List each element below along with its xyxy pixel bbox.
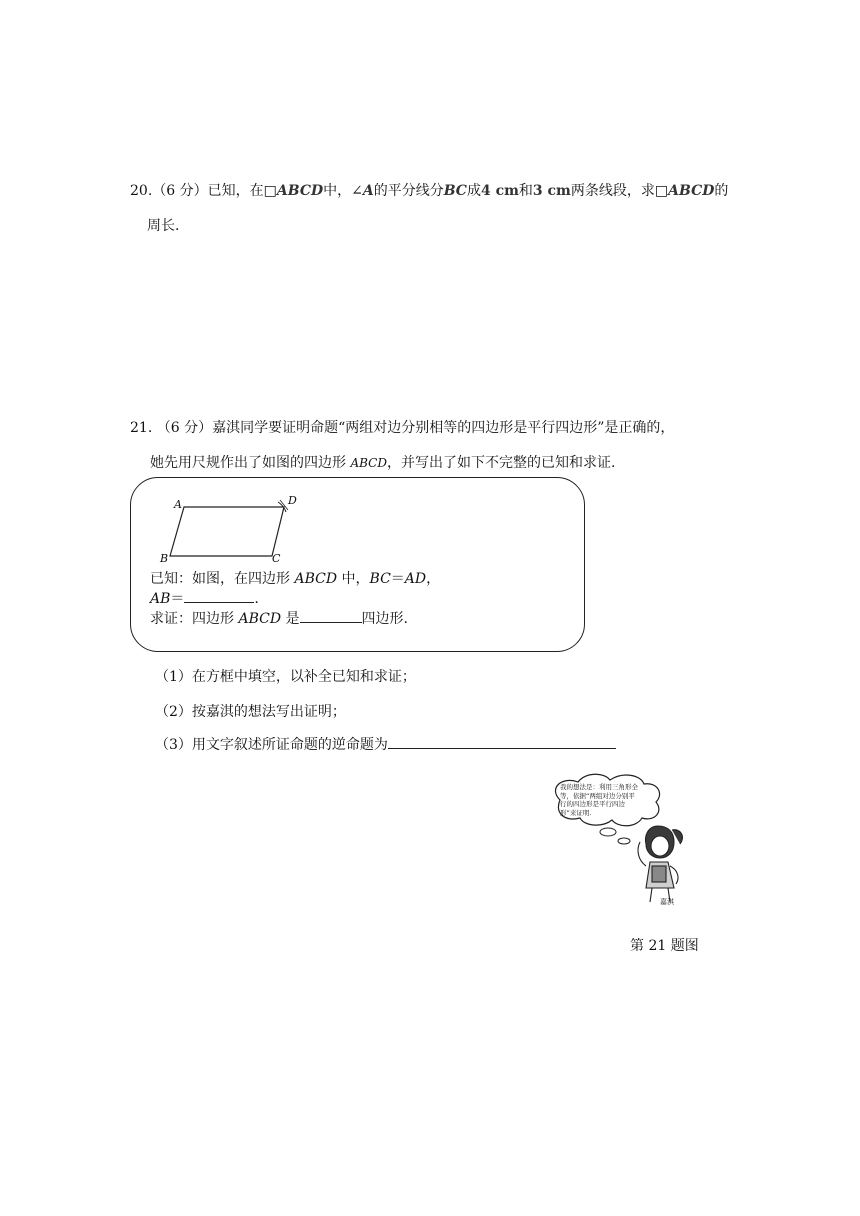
known-line bbox=[150, 568, 440, 588]
known-text: 已知：如图，在四边形 bbox=[150, 571, 295, 587]
prove-text: 四边形. bbox=[361, 611, 408, 627]
q20-text: 中， bbox=[323, 183, 352, 199]
sub-question-3 bbox=[155, 734, 616, 754]
known-abcd: ABCD bbox=[294, 571, 338, 587]
q20-line1 bbox=[130, 180, 728, 200]
vertex-a-label: A bbox=[174, 498, 182, 511]
known-bc: BC bbox=[369, 571, 391, 587]
ab-line bbox=[150, 588, 259, 608]
q20-abcd: ABCD bbox=[276, 183, 324, 199]
q21-line1 bbox=[130, 417, 674, 437]
q21-text: 她先用尺规作出了如图的四边形 bbox=[150, 455, 351, 471]
q21-number: 21. bbox=[130, 420, 153, 436]
known-ad: AD bbox=[404, 571, 427, 587]
sub-question-3-text: （3）用文字叙述所证命题的逆命题为 bbox=[155, 737, 388, 753]
q20-abcd: ABCD bbox=[668, 183, 715, 199]
sub-question-2: （2）按嘉淇的想法写出证明； bbox=[155, 704, 346, 720]
ab-blank[interactable] bbox=[184, 590, 254, 603]
sub-question-1: （1）在方框中填空，以补全已知和求证； bbox=[155, 669, 416, 685]
q21-text: ，并写出了如下不完整的已知和求证. bbox=[386, 455, 616, 471]
q21-abcd: ABCD bbox=[350, 456, 387, 470]
q20-length-2: 3 cm bbox=[532, 183, 571, 199]
known-equals: ＝ bbox=[390, 571, 405, 587]
vertex-d-label: D bbox=[288, 494, 297, 507]
q20-score: （6 分） bbox=[152, 183, 208, 199]
q20-text: 两条线段，求 bbox=[570, 183, 655, 199]
parallelogram-symbol: □ bbox=[263, 183, 277, 199]
q20-text: 的平分线分 bbox=[373, 183, 444, 199]
parallelogram-symbol: □ bbox=[654, 183, 669, 199]
q20-vertex-a: A bbox=[362, 183, 374, 199]
prove-blank[interactable] bbox=[300, 610, 362, 623]
thought-bubble-text: 我的想法是：利用三角形全等，依据“两组对边分别平行的四边形是平行四边形”来证明. bbox=[560, 783, 638, 817]
prove-abcd: ABCD bbox=[238, 611, 282, 627]
prove-text: 求证：四边形 bbox=[150, 611, 239, 627]
converse-blank[interactable] bbox=[388, 736, 616, 749]
q20-text: 成 bbox=[466, 183, 481, 199]
q20-number: 20. bbox=[130, 183, 153, 199]
known-comma: ， bbox=[426, 571, 441, 587]
q20-bc: BC bbox=[443, 183, 467, 199]
ab-label: AB bbox=[150, 591, 171, 607]
q21-line2 bbox=[150, 452, 615, 472]
q20-text: 和 bbox=[518, 183, 533, 199]
q20-line2: 周长. bbox=[147, 218, 180, 234]
q20-text: 已知，在 bbox=[207, 183, 264, 199]
character-name-label: 嘉淇 bbox=[660, 898, 674, 906]
figure-caption: 第 21 题图 bbox=[630, 938, 699, 954]
vertex-c-label: C bbox=[272, 552, 281, 565]
ab-equals: ＝ bbox=[170, 591, 185, 607]
prove-text: 是 bbox=[281, 611, 300, 627]
q20-text: 的 bbox=[714, 183, 729, 199]
ab-period: . bbox=[254, 591, 259, 607]
q20-length-1: 4 cm bbox=[480, 183, 519, 199]
q21-intro: （6 分）嘉淇同学要证明命题“两组对边分别相等的四边形是平行四边形”是正确的， bbox=[156, 420, 675, 436]
angle-symbol: ∠ bbox=[351, 183, 363, 199]
known-text: 中， bbox=[337, 571, 370, 587]
vertex-b-label: B bbox=[160, 552, 169, 565]
prove-line bbox=[150, 608, 408, 628]
